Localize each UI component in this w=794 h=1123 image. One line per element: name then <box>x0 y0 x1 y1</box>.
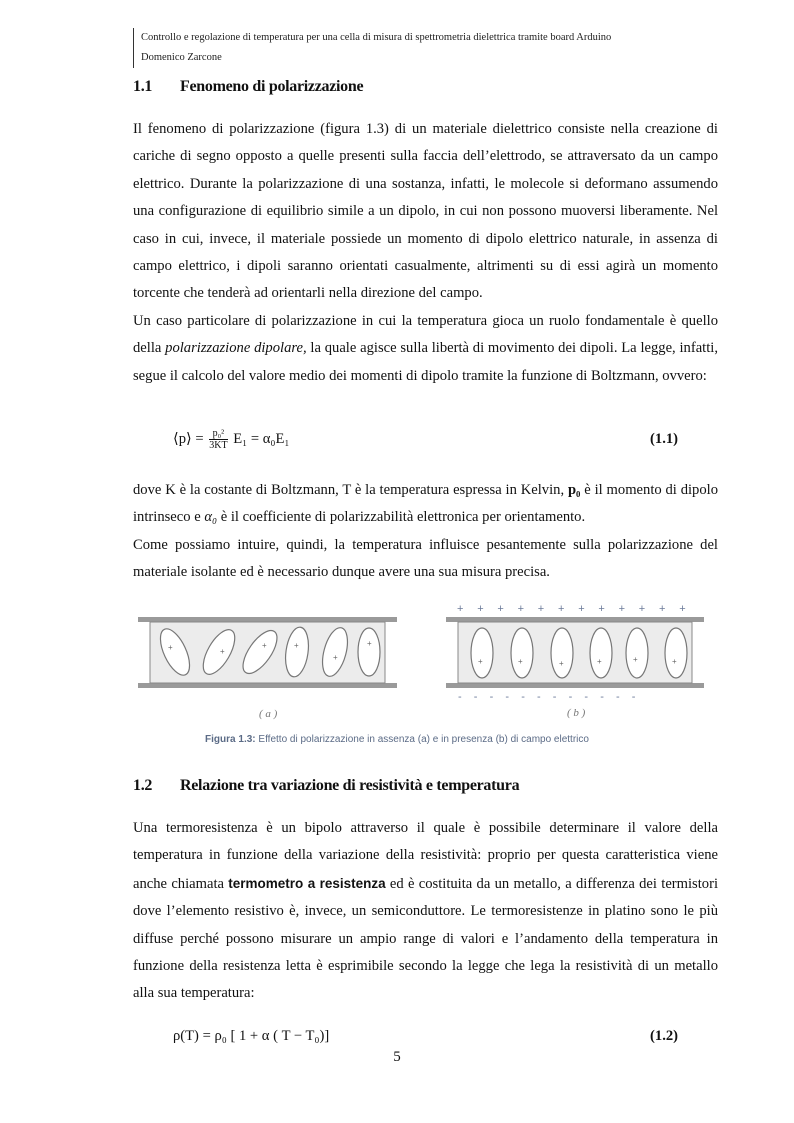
minus-charge: - <box>537 691 541 703</box>
symbol-p0: p₀ <box>567 482 581 498</box>
paragraph-dipolar <box>133 308 718 390</box>
text-span: dove K è la costante di Boltzmann, T è la temperatura espressa in Kelvin, <box>133 482 568 498</box>
text-span: Una termoresistenza è un bipolo attraverso il quale è possibile determinare il valore della temperatura in funzione della variazione della resistività: proprio per questa caratteristica viene anche chiamata <box>133 820 718 892</box>
header-title: Controllo e regolazione di temperatura per una cella di misura di spettrometria dielettrica tramite board Arduino <box>141 32 612 43</box>
section-title: Relazione tra variazione di resistività e temperatura <box>180 777 520 794</box>
section-title: Fenomeno di polarizzazione <box>180 78 364 95</box>
paragraph-polarization: Il fenomeno di polarizzazione (figura 1.3) di un materiale dielettrico consiste nella creazione di cariche di segno opposto a quelle presenti sulla faccia dell’elettrodo, se attraversato da un campo elettrico. Durante la polarizzazione di una sostanza, infatti, le molecole si deformano assumendo una configurazione di equilibrio simile a un dipolo, in cui non possono muoversi liberamente. Nel caso in cui, invece, il materiale possiede un momento di dipolo elettrico naturale, in assenza di campo elettrico, i dipoli saranno orientati casualmente, altrimenti su di essi agirà un momento torcente che tenderà ad orientarli nella direzione del campo. <box>133 121 718 302</box>
plus-charge: + <box>497 603 504 615</box>
page-number: 5 <box>393 1049 401 1065</box>
charge-a6: + <box>367 639 372 648</box>
dipole-b4 <box>590 628 612 678</box>
header-author: Domenico Zarcone <box>141 52 222 63</box>
minus-charge: - <box>631 691 636 703</box>
minus-charge: - <box>521 691 525 703</box>
section-heading-1-1 <box>133 78 363 96</box>
negative-charges-row <box>458 691 636 703</box>
eq-lhs: ⟨p⟩ = <box>173 430 204 447</box>
charge-a5: + <box>333 653 338 662</box>
plus-charge: + <box>477 603 484 615</box>
minus-charge: - <box>489 691 494 703</box>
plus-charge: + <box>638 603 646 615</box>
section-number: 1.1 <box>133 78 153 95</box>
running-header <box>133 28 701 68</box>
charge-b6: + <box>672 657 677 666</box>
section-number: 1.2 <box>133 777 153 794</box>
italic-term: polarizzazione dipolare, <box>165 340 307 357</box>
equation-number: (1.1) <box>650 431 678 447</box>
charge-a2: + <box>220 647 225 656</box>
equation-1-1 <box>173 428 678 451</box>
plus-charge: + <box>659 603 666 615</box>
equation-1-2 <box>173 1028 678 1045</box>
dipole-b6 <box>665 628 687 678</box>
plus-charge: + <box>517 603 525 615</box>
charge-b2: + <box>518 657 523 666</box>
minus-charge: - <box>458 691 462 703</box>
minus-charge: - <box>505 691 510 703</box>
plus-charge: + <box>578 603 585 615</box>
minus-charge: - <box>600 691 604 703</box>
equation-number: (1.2) <box>650 1028 678 1044</box>
plus-charge: + <box>598 603 605 615</box>
minus-charge: - <box>616 691 620 703</box>
plus-charge: + <box>457 603 464 615</box>
text-span: la quale agisce sulla libertà di movimento dei dipoli. La legge, infatti, segue il calcolo del valore medio dei momenti di dipolo tramite la funzione di Boltzmann, ovvero: <box>133 340 718 384</box>
caption-text: Effetto di polarizzazione in assenza (a) e in presenza (b) di campo elettrico <box>255 734 589 745</box>
eq-fraction <box>209 428 227 451</box>
plus-charge: + <box>679 603 686 615</box>
electrode-top-a <box>138 617 397 622</box>
minus-charge: - <box>568 691 573 703</box>
paragraph-conclusion: Come possiamo intuire, quindi, la temperatura influisce pesantemente sulla polarizzazione del materiale isolante ed è necessario dunque avere una sua misura precisa. <box>133 537 718 581</box>
charge-b1: + <box>478 657 483 666</box>
text-span: ed è costituita da un metallo, a differenza dei termistori dove l’elemento resistivo è, invece, un semiconduttore. Le termoresistenze in platino sono le più diffuse perché possono misurare un ampio range di valori e l’andamento della temperatura in funzione della resistenza letta è esprimibile secondo la legge che lega la resistività di un metallo alla sua temperatura: <box>133 875 719 1002</box>
panel-a-no-field <box>138 617 397 688</box>
figure-1-3 <box>0 598 794 728</box>
electrode-bottom-b <box>446 683 704 688</box>
charge-a3: + <box>262 641 267 650</box>
dipole-b2 <box>511 628 533 678</box>
bold-term: termometro a resistenza <box>228 875 386 891</box>
symbol-alpha0: α₀ <box>204 509 218 526</box>
dipole-b1 <box>471 628 493 678</box>
figure-label-a: ( a ) <box>259 708 278 720</box>
electrode-top-b <box>446 617 704 622</box>
minus-charge: - <box>552 691 557 703</box>
paragraph-thermoresistance <box>133 815 718 1008</box>
equation-body <box>173 428 290 451</box>
plus-charge: + <box>558 603 565 615</box>
minus-charge: - <box>473 691 478 703</box>
text-span: Un caso particolare di polarizzazione in cui la temperatura gioca un ruolo fondamentale è quello della <box>133 313 718 357</box>
charge-a4: + <box>294 641 299 650</box>
charge-b4: + <box>597 657 602 666</box>
dipole-b3 <box>551 628 573 678</box>
figure-caption <box>0 734 794 745</box>
eq-numerator: p₀² <box>209 428 227 440</box>
electrode-bottom-a <box>138 683 397 688</box>
figure-label-b: ( b ) <box>567 707 586 719</box>
positive-charges-row <box>457 603 686 615</box>
plus-charge: + <box>537 603 545 615</box>
equation-body: ρ(T) = ρ₀ [ 1 + α ( T − T₀)] <box>173 1028 330 1044</box>
caption-prefix: Figura 1.3: <box>205 734 256 745</box>
charge-b5: + <box>633 655 638 664</box>
text-span: è il momento di dipolo intrinseco e <box>133 482 718 526</box>
section-heading-1-2 <box>133 777 519 795</box>
dipole-b5 <box>626 628 648 678</box>
text-span: è il coefficiente di polarizzabilità elettronica per orientamento. <box>217 509 586 526</box>
charge-b3: + <box>559 659 564 668</box>
eq-denominator: 3KT <box>209 440 228 451</box>
minus-charge: - <box>584 691 589 703</box>
eq-rhs: E₁ = α₀E₁ <box>233 430 290 447</box>
panel-b-with-field <box>446 603 704 703</box>
plus-charge: + <box>618 603 626 615</box>
paragraph-constants <box>133 477 718 532</box>
dipole-a6 <box>358 628 380 676</box>
charge-a1: + <box>168 643 173 652</box>
